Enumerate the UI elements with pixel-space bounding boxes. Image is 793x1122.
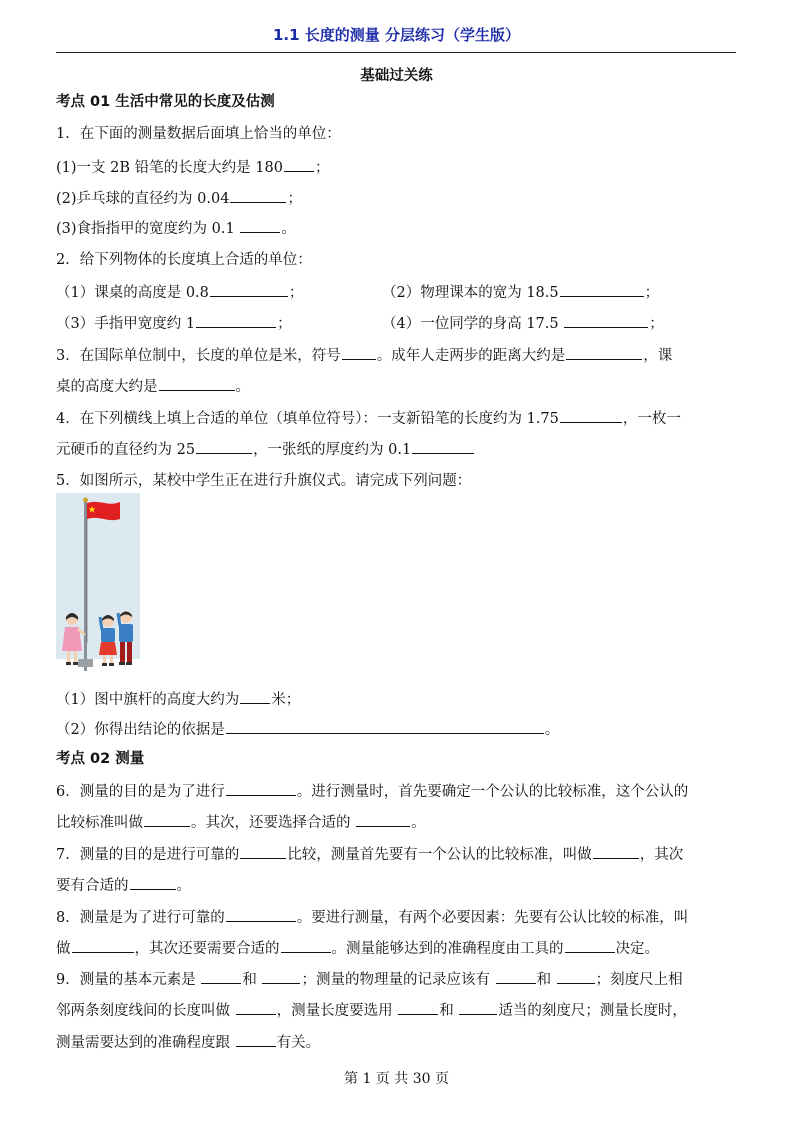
q3-text-1: 3．在国际单位制中，长度的单位是米，符号 [56, 348, 341, 364]
q7-line-2 [56, 875, 191, 896]
answer-blank[interactable] [201, 969, 241, 984]
q9-text-5: ；刻度尺上相 [595, 972, 683, 988]
punct: ； [288, 285, 304, 301]
q9-text-3: ；测量的物理量的记录应该有 [301, 972, 495, 988]
q3-text-2: 。成年人走两步的距离大约是 [376, 348, 566, 364]
q6-text-1: 6．测量的目的是为了进行 [56, 784, 225, 800]
page-footer: 第 1 页 共 30 页 [344, 1071, 449, 1087]
q6-line-1 [56, 781, 688, 802]
flag-raising-illustration [56, 493, 140, 677]
q4-line-2 [56, 439, 475, 460]
q2-item-1-text: （1）课桌的高度是 0.8 [56, 285, 209, 301]
q4-text-2: ，一枚一 [622, 411, 681, 427]
q1-stem: 1．在下面的测量数据后面填上恰当的单位： [56, 126, 341, 142]
flag-raising-picture [56, 493, 140, 677]
q3-text-3: ，课 [643, 348, 673, 364]
document-title: 1.1 长度的测量 分层练习（学生版） [272, 26, 521, 44]
q1-item-3 [56, 218, 296, 239]
q1-item-1-text: (1)一支 2B 铅笔的长度大约是 180 [56, 160, 283, 176]
q2-item-2 [382, 282, 659, 303]
answer-blank[interactable] [226, 719, 544, 734]
punct: ； [277, 316, 292, 332]
q9-text-4: 和 [536, 972, 556, 988]
answer-blank[interactable] [240, 844, 286, 859]
q8-text-5: 。测量能够达到的准确程度由工具的 [331, 941, 564, 957]
punct: ； [644, 285, 660, 301]
q3-line-1 [56, 345, 672, 366]
q9-line-3 [56, 1032, 320, 1053]
answer-blank[interactable] [566, 345, 642, 360]
answer-blank[interactable] [496, 969, 536, 984]
q5-sub-1-text: （1）图中旗杆的高度大约为 [56, 692, 240, 708]
topic-heading-1: 考点 01 生活中常见的长度及估测 [56, 94, 275, 110]
punct: ； [314, 160, 330, 176]
q2-item-3-text: （3）手指甲宽度约 1 [56, 316, 196, 332]
answer-blank[interactable] [284, 157, 314, 172]
pole-base [78, 659, 93, 667]
q8-line-1 [56, 907, 688, 928]
q9-text-11: 有关。 [276, 1035, 321, 1051]
q2-item-4-text: （4）一位同学的身高 17.5 [382, 316, 564, 332]
answer-blank[interactable] [262, 969, 300, 984]
answer-blank[interactable] [236, 1032, 276, 1047]
q7-text-3: ，其次 [639, 847, 684, 863]
answer-blank[interactable] [560, 408, 622, 423]
q2-item-3 [56, 313, 292, 334]
pole-finial [83, 498, 88, 503]
q8-line-2 [56, 938, 659, 959]
q6-text-4: 。其次，还要选择合适的 [191, 815, 356, 831]
q8-text-1: 8．测量是为了进行可靠的 [56, 910, 225, 926]
answer-blank[interactable] [210, 282, 288, 297]
q2-stem: 2．给下列物体的长度填上合适的单位： [56, 252, 312, 268]
q5-sub-1 [56, 689, 300, 710]
answer-blank[interactable] [226, 907, 296, 922]
q9-text-6: 邻两条刻度线间的长度叫做 [56, 1003, 235, 1019]
q2-item-4 [382, 313, 664, 334]
q9-text-9: 适当的刻度尺；测量长度时， [498, 1003, 687, 1019]
q9-text-10: 测量需要达到的准确程度跟 [56, 1035, 235, 1051]
q7-text-5: 。 [176, 878, 191, 894]
punct: 。 [544, 722, 560, 738]
q4-text-3: 元硬币的直径约为 25 [56, 442, 196, 458]
q9-text-2: 和 [242, 972, 262, 988]
q4-text-4: ，一张纸的厚度约为 0.1 [253, 442, 412, 458]
answer-blank[interactable] [159, 376, 235, 391]
q5-sub-2 [56, 719, 559, 740]
q4-line-1 [56, 408, 681, 429]
q8-text-2: 。要进行测量，有两个必要因素：先要有公认比较的标准，叫 [296, 910, 689, 926]
q1-item-2 [56, 188, 302, 209]
q4-text-1: 4．在下列横线上填上合适的单位（填单位符号）：一支新铅笔的长度约为 1.75 [56, 411, 559, 427]
q3-text-4: 桌的高度大约是 [56, 379, 158, 395]
answer-blank[interactable] [412, 439, 474, 454]
answer-blank[interactable] [281, 938, 331, 953]
answer-blank[interactable] [236, 1000, 276, 1015]
q5-sub-1-unit: 米； [271, 692, 301, 708]
q7-text-4: 要有合适的 [56, 878, 129, 894]
q6-text-2: 。进行测量时，首先要确定一个公认的比较标准，这个公认的 [296, 784, 689, 800]
answer-blank[interactable] [240, 689, 270, 704]
punct: ； [649, 316, 664, 332]
q9-line-2 [56, 1000, 687, 1021]
q8-text-4: ，其次还要需要合适的 [134, 941, 280, 957]
answer-blank[interactable] [226, 781, 296, 796]
q2-item-2-text: （2）物理课本的宽为 18.5 [382, 285, 559, 301]
answer-blank[interactable] [130, 875, 176, 890]
answer-blank[interactable] [557, 969, 595, 984]
answer-blank[interactable] [565, 938, 615, 953]
q9-text-1: 9．测量的基本元素是 [56, 972, 201, 988]
q8-text-3: 做 [56, 941, 71, 957]
answer-blank[interactable] [564, 313, 648, 328]
answer-blank[interactable] [560, 282, 644, 297]
answer-blank[interactable] [230, 188, 286, 203]
q7-text-2: 比较，测量首先要有一个公认的比较标准，叫做 [287, 847, 592, 863]
punct: 。 [281, 221, 296, 237]
topic-heading-2: 考点 02 测量 [56, 751, 145, 767]
q3-line-2 [56, 376, 250, 397]
q1-item-1 [56, 157, 329, 178]
answer-blank[interactable] [144, 812, 190, 827]
answer-blank[interactable] [356, 812, 410, 827]
q1-item-2-text: (2)乒乓球的直径约为 0.04 [56, 191, 230, 207]
q6-text-5: 。 [411, 815, 426, 831]
flagpole [84, 501, 87, 671]
q1-item-3-text: (3)食指指甲的宽度约为 0.1 [56, 221, 240, 237]
q9-text-8: 和 [439, 1003, 459, 1019]
q7-line-1 [56, 844, 683, 865]
answer-blank[interactable] [398, 1000, 438, 1015]
answer-blank[interactable] [196, 439, 252, 454]
q9-text-7: ，测量长度要选用 [276, 1003, 398, 1019]
q6-line-2 [56, 812, 426, 833]
q3-text-5: 。 [235, 379, 250, 395]
punct: ； [287, 191, 302, 207]
q5-stem: 5．如图所示，某校中学生正在进行升旗仪式。请完成下列问题： [56, 473, 472, 489]
q5-sub-2-text: （2）你得出结论的依据是 [56, 722, 225, 738]
q9-line-1 [56, 969, 683, 990]
header-divider [56, 52, 736, 53]
answer-blank[interactable] [342, 345, 376, 360]
q8-text-6: 决定。 [615, 941, 659, 957]
q2-item-1 [56, 282, 303, 303]
q7-text-1: 7．测量的目的是进行可靠的 [56, 847, 240, 863]
answer-blank[interactable] [459, 1000, 497, 1015]
answer-blank[interactable] [593, 844, 639, 859]
section-title: 基础过关练 [360, 68, 433, 84]
q6-text-3: 比较标准叫做 [56, 815, 143, 831]
answer-blank[interactable] [240, 218, 280, 233]
answer-blank[interactable] [196, 313, 276, 328]
answer-blank[interactable] [72, 938, 134, 953]
